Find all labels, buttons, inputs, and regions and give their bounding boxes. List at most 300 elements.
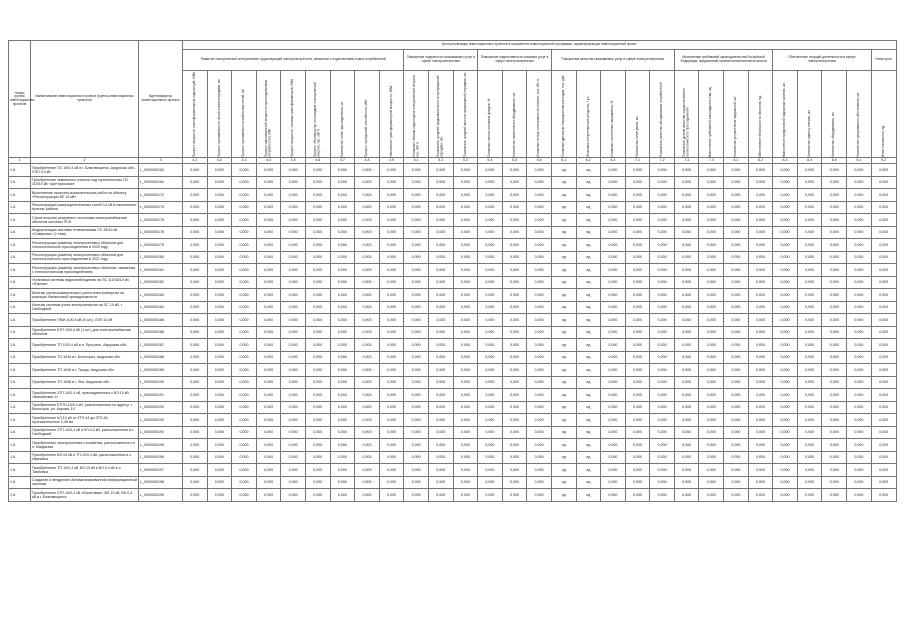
value-cell: 0,000 bbox=[625, 489, 650, 502]
value-cell: 0,000 bbox=[527, 414, 552, 427]
value-cell: нд bbox=[551, 489, 576, 502]
value-cell: 0,000 bbox=[601, 401, 626, 414]
value-cell: 0,000 bbox=[724, 439, 749, 452]
value-cell: 0,000 bbox=[674, 251, 699, 264]
value-cell: 0,000 bbox=[355, 351, 380, 364]
table-row bbox=[9, 339, 897, 352]
value-cell: 0,000 bbox=[773, 251, 798, 264]
value-cell: 0,000 bbox=[871, 426, 896, 439]
value-cell: 0,000 bbox=[355, 426, 380, 439]
value-cell: 0,000 bbox=[847, 251, 872, 264]
value-cell: 0,000 bbox=[625, 301, 650, 314]
value-cell: 0,000 bbox=[502, 451, 527, 464]
value-cell: 0,000 bbox=[773, 489, 798, 502]
indicator-label: Прирост максимальной мощности присоединяемых потребителей, МВт bbox=[263, 80, 272, 157]
value-cell: 0,000 bbox=[601, 426, 626, 439]
value-cell: 0,000 bbox=[232, 426, 257, 439]
value-cell: 0,000 bbox=[478, 276, 503, 289]
value-cell: 0,000 bbox=[748, 264, 773, 277]
value-cell: 0,000 bbox=[847, 289, 872, 302]
table-row bbox=[9, 239, 897, 252]
indicator-label: Снижение износа основных фондов, % bbox=[487, 98, 492, 157]
value-cell: 0,000 bbox=[871, 451, 896, 464]
value-cell: 0,000 bbox=[355, 226, 380, 239]
value-cell: 0,000 bbox=[625, 476, 650, 489]
value-cell: 0,000 bbox=[601, 489, 626, 502]
value-cell: 0,000 bbox=[773, 401, 798, 414]
value-cell: 0,000 bbox=[601, 451, 626, 464]
group-number-cell: 1.6. bbox=[9, 276, 31, 289]
value-cell: 0,000 bbox=[404, 251, 429, 264]
value-cell: 0,000 bbox=[404, 214, 429, 227]
column-index: 8.4 bbox=[797, 158, 822, 164]
value-cell: 0,000 bbox=[207, 339, 232, 352]
value-cell: 0,000 bbox=[207, 239, 232, 252]
value-cell: 0,000 bbox=[871, 164, 896, 177]
indicator-header bbox=[355, 71, 380, 158]
value-cell: 0,000 bbox=[256, 289, 281, 302]
column-index: 8.5 bbox=[822, 158, 847, 164]
investment-program-sheet bbox=[8, 40, 896, 502]
project-code-cell: L_0000000191 bbox=[139, 389, 183, 402]
value-cell: 0,000 bbox=[724, 414, 749, 427]
value-cell: 0,000 bbox=[281, 164, 306, 177]
value-cell: нд bbox=[551, 301, 576, 314]
value-cell: нд bbox=[576, 314, 601, 327]
value-cell: 0,000 bbox=[625, 276, 650, 289]
value-cell: 0,000 bbox=[428, 326, 453, 339]
group-activity-header: Обеспечение текущей деятельности в сфере электроэнергетики bbox=[773, 50, 871, 71]
value-cell: 0,000 bbox=[355, 326, 380, 339]
value-cell: 0,000 bbox=[625, 264, 650, 277]
value-cell: нд bbox=[551, 401, 576, 414]
value-cell: 0,000 bbox=[281, 426, 306, 439]
value-cell: 0,000 bbox=[183, 451, 208, 464]
value-cell: нд bbox=[551, 226, 576, 239]
value-cell: 0,000 bbox=[428, 314, 453, 327]
value-cell: 0,000 bbox=[453, 239, 478, 252]
value-cell: 0,000 bbox=[502, 164, 527, 177]
value-cell: 0,000 bbox=[847, 389, 872, 402]
value-cell: 0,000 bbox=[527, 451, 552, 464]
value-cell: 0,000 bbox=[232, 289, 257, 302]
value-cell: 0,000 bbox=[404, 301, 429, 314]
value-cell: 0,000 bbox=[699, 414, 724, 427]
indicator-label: Снижение потерь электрической энергии, тыс. кВт·ч bbox=[536, 79, 541, 157]
value-cell: 0,000 bbox=[650, 351, 675, 364]
value-cell: 0,000 bbox=[330, 476, 355, 489]
value-cell: 0,000 bbox=[724, 251, 749, 264]
value-cell: 0,000 bbox=[232, 364, 257, 377]
value-cell: 0,000 bbox=[797, 489, 822, 502]
value-cell: 0,000 bbox=[674, 264, 699, 277]
value-cell: 0,000 bbox=[183, 301, 208, 314]
value-cell: 0,000 bbox=[478, 401, 503, 414]
value-cell: 0,000 bbox=[256, 301, 281, 314]
value-cell: 0,000 bbox=[305, 226, 330, 239]
project-code-cell: L_0000000175 bbox=[139, 201, 183, 214]
project-name-cell: Приобретение электросетевого хозяйства, расположенного в п. Магдагачи bbox=[31, 439, 139, 452]
value-cell: 0,000 bbox=[724, 451, 749, 464]
value-cell: 0,000 bbox=[674, 164, 699, 177]
value-cell: нд bbox=[576, 364, 601, 377]
value-cell: 0,000 bbox=[650, 214, 675, 227]
value-cell: 0,000 bbox=[428, 414, 453, 427]
value-cell: 0,000 bbox=[207, 464, 232, 477]
table-row bbox=[9, 201, 897, 214]
group-number-cell: 1.6. bbox=[9, 401, 31, 414]
value-cell: нд bbox=[576, 276, 601, 289]
value-cell: 0,000 bbox=[305, 301, 330, 314]
value-cell: 0,000 bbox=[871, 239, 896, 252]
value-cell: 0,000 bbox=[428, 289, 453, 302]
value-cell: 0,000 bbox=[305, 239, 330, 252]
value-cell: нд bbox=[576, 389, 601, 402]
value-cell: 0,000 bbox=[822, 464, 847, 477]
group-number-cell: 1.6. bbox=[9, 364, 31, 377]
value-cell: 0,000 bbox=[379, 176, 404, 189]
value-cell: 0,000 bbox=[502, 176, 527, 189]
value-cell: 0,000 bbox=[404, 351, 429, 364]
value-cell: 0,000 bbox=[379, 226, 404, 239]
value-cell: 0,000 bbox=[699, 339, 724, 352]
value-cell: 0,000 bbox=[232, 401, 257, 414]
project-name-cell: Приобретение ТП-10/0,4 кВ, ВЛ-10 кВ и ВЛ-0,4 кВ в с. Тамбовка bbox=[31, 464, 139, 477]
value-cell: 0,000 bbox=[748, 164, 773, 177]
value-cell: 0,000 bbox=[379, 239, 404, 252]
value-cell: 0,000 bbox=[822, 451, 847, 464]
project-name-cell: Приобретение ТП 10/0,4 кВ в п. Прогресс, Амурская обл. bbox=[31, 339, 139, 352]
value-cell: 0,000 bbox=[232, 451, 257, 464]
value-cell: 0,000 bbox=[232, 301, 257, 314]
project-name-cell: Приобретение ТП-1044 в г. Белогорск, Амурская обл. bbox=[31, 351, 139, 364]
column-index: 2 bbox=[31, 158, 139, 164]
project-name-cell: Приобретение земельного участка под строительство ПС 110/10 кВ «Центральная» bbox=[31, 176, 139, 189]
indicator-label: Количество оборудования, шт. bbox=[831, 111, 836, 157]
value-cell: 0,000 bbox=[527, 251, 552, 264]
value-cell: нд bbox=[576, 239, 601, 252]
value-cell: 0,000 bbox=[330, 489, 355, 502]
project-name-cell: Реконструкция (замена) электросетевых объектов для технологического присоединения в 2021 году bbox=[31, 251, 139, 264]
value-cell: 0,000 bbox=[699, 451, 724, 464]
value-cell: 0,000 bbox=[355, 264, 380, 277]
value-cell: 0,000 bbox=[453, 301, 478, 314]
value-cell: 0,000 bbox=[330, 276, 355, 289]
value-cell: 0,000 bbox=[699, 239, 724, 252]
value-cell: 0,000 bbox=[305, 401, 330, 414]
value-cell: 0,000 bbox=[232, 489, 257, 502]
value-cell: 0,000 bbox=[404, 364, 429, 377]
value-cell: 0,000 bbox=[797, 339, 822, 352]
value-cell: 0,000 bbox=[724, 339, 749, 352]
value-cell: 0,000 bbox=[207, 489, 232, 502]
value-cell: 0,000 bbox=[724, 489, 749, 502]
group-number-cell: 1.6. bbox=[9, 326, 31, 339]
indicator-header bbox=[871, 71, 896, 158]
value-cell: нд bbox=[576, 376, 601, 389]
value-cell: 0,000 bbox=[822, 301, 847, 314]
value-cell: 0,000 bbox=[305, 489, 330, 502]
value-cell: 0,000 bbox=[797, 176, 822, 189]
value-cell: 0,000 bbox=[773, 226, 798, 239]
value-cell: нд bbox=[551, 189, 576, 202]
indicator-header bbox=[453, 71, 478, 158]
value-cell: 0,000 bbox=[207, 289, 232, 302]
value-cell: 0,000 bbox=[453, 376, 478, 389]
column-index: 8.3 bbox=[773, 158, 798, 164]
value-cell: 0,000 bbox=[699, 439, 724, 452]
value-cell: 0,000 bbox=[797, 214, 822, 227]
col-group-header: Номер группы инвестиционных проектов bbox=[9, 41, 31, 158]
value-cell: 0,000 bbox=[748, 276, 773, 289]
value-cell: 0,000 bbox=[699, 326, 724, 339]
value-cell: 0,000 bbox=[281, 376, 306, 389]
value-cell: 0,000 bbox=[232, 326, 257, 339]
value-cell: 0,000 bbox=[232, 376, 257, 389]
value-cell: 0,000 bbox=[527, 351, 552, 364]
table-row bbox=[9, 351, 897, 364]
value-cell: 0,000 bbox=[601, 214, 626, 227]
column-index: 6.3 bbox=[601, 158, 626, 164]
value-cell: 0,000 bbox=[748, 401, 773, 414]
table-row bbox=[9, 264, 897, 277]
value-cell: 0,000 bbox=[256, 314, 281, 327]
value-cell: 0,000 bbox=[724, 264, 749, 277]
value-cell: 0,000 bbox=[822, 351, 847, 364]
value-cell: 0,000 bbox=[428, 176, 453, 189]
value-cell: 0,000 bbox=[871, 489, 896, 502]
project-name-cell: Реконструкция распределительных сетей 0,4 кВ в населенных пунктах района bbox=[31, 201, 139, 214]
value-cell: 0,000 bbox=[527, 376, 552, 389]
value-cell: 0,000 bbox=[183, 326, 208, 339]
value-cell: нд bbox=[576, 251, 601, 264]
value-cell: нд bbox=[551, 176, 576, 189]
value-cell: 0,000 bbox=[330, 326, 355, 339]
value-cell: 0,000 bbox=[724, 276, 749, 289]
value-cell: 0,000 bbox=[330, 389, 355, 402]
project-name-cell: Приобретение КТП 10/0,4 кВ (1 шт.) для электроснабжения объектов bbox=[31, 326, 139, 339]
value-cell: 0,000 bbox=[527, 264, 552, 277]
investment-goals-table bbox=[8, 40, 897, 502]
value-cell: 0,000 bbox=[183, 489, 208, 502]
value-cell: 0,000 bbox=[847, 489, 872, 502]
value-cell: 0,000 bbox=[748, 451, 773, 464]
value-cell: 0,000 bbox=[797, 301, 822, 314]
value-cell: 0,000 bbox=[183, 276, 208, 289]
value-cell: 0,000 bbox=[453, 276, 478, 289]
value-cell: 0,000 bbox=[404, 276, 429, 289]
value-cell: 0,000 bbox=[822, 476, 847, 489]
value-cell: 0,000 bbox=[478, 326, 503, 339]
value-cell: 0,000 bbox=[478, 251, 503, 264]
value-cell: 0,000 bbox=[871, 439, 896, 452]
value-cell: нд bbox=[576, 464, 601, 477]
project-name-cell: Строительство резервного источника электроснабжения объектов системы ПСН bbox=[31, 214, 139, 227]
value-cell: 0,000 bbox=[404, 476, 429, 489]
value-cell: нд bbox=[551, 439, 576, 452]
value-cell: 0,000 bbox=[847, 239, 872, 252]
value-cell: 0,000 bbox=[871, 389, 896, 402]
value-cell: 0,000 bbox=[527, 189, 552, 202]
value-cell: 0,000 bbox=[232, 351, 257, 364]
value-cell: 0,000 bbox=[502, 389, 527, 402]
value-cell: 0,000 bbox=[650, 226, 675, 239]
indicator-label: Снижение объема недоотпуска электрической энергии, тыс. кВт·ч bbox=[411, 74, 420, 157]
value-cell: 0,000 bbox=[871, 214, 896, 227]
value-cell: 0,000 bbox=[281, 351, 306, 364]
value-cell: 0,000 bbox=[797, 376, 822, 389]
value-cell: 0,000 bbox=[674, 289, 699, 302]
value-cell: 0,000 bbox=[281, 314, 306, 327]
value-cell: 0,000 bbox=[502, 214, 527, 227]
value-cell: 0,000 bbox=[281, 239, 306, 252]
value-cell: 0,000 bbox=[281, 464, 306, 477]
value-cell: 0,000 bbox=[207, 226, 232, 239]
value-cell: нд bbox=[551, 339, 576, 352]
value-cell: 0,000 bbox=[281, 414, 306, 427]
value-cell: 0,000 bbox=[650, 164, 675, 177]
table-row bbox=[9, 376, 897, 389]
value-cell: 0,000 bbox=[502, 201, 527, 214]
value-cell: 0,000 bbox=[404, 339, 429, 352]
value-cell: 0,000 bbox=[502, 326, 527, 339]
value-cell: 0,000 bbox=[355, 239, 380, 252]
value-cell: 0,000 bbox=[232, 414, 257, 427]
indicator-header bbox=[674, 71, 699, 158]
group-number-cell: 1.6. bbox=[9, 201, 31, 214]
value-cell: 0,000 bbox=[822, 164, 847, 177]
value-cell: 0,000 bbox=[650, 414, 675, 427]
value-cell: 0,000 bbox=[428, 164, 453, 177]
value-cell: 0,000 bbox=[650, 376, 675, 389]
value-cell: 0,000 bbox=[625, 351, 650, 364]
value-cell: нд bbox=[576, 214, 601, 227]
value-cell: 0,000 bbox=[601, 239, 626, 252]
value-cell: 0,000 bbox=[305, 364, 330, 377]
project-code-cell: L_0000000199 bbox=[139, 489, 183, 502]
project-name-cell: Модернизация системы телемеханики ПС 35/10 кВ «Северная» (2 этап) bbox=[31, 226, 139, 239]
value-cell: 0,000 bbox=[797, 476, 822, 489]
value-cell: 0,000 bbox=[502, 414, 527, 427]
table-row bbox=[9, 401, 897, 414]
value-cell: 0,000 bbox=[625, 376, 650, 389]
value-cell: 0,000 bbox=[232, 264, 257, 277]
value-cell: 0,000 bbox=[207, 389, 232, 402]
value-cell: 0,000 bbox=[453, 326, 478, 339]
value-cell: 0,000 bbox=[847, 326, 872, 339]
value-cell: 0,000 bbox=[822, 376, 847, 389]
value-cell: 0,000 bbox=[281, 339, 306, 352]
value-cell: 0,000 bbox=[650, 464, 675, 477]
value-cell: 0,000 bbox=[871, 414, 896, 427]
value-cell: 0,000 bbox=[822, 264, 847, 277]
group-reliability-header: Повышение надежности оказываемых услуг в сфере электроэнергетики bbox=[404, 50, 478, 71]
value-cell: 0,000 bbox=[502, 401, 527, 414]
value-cell: 0,000 bbox=[453, 451, 478, 464]
value-cell: нд bbox=[551, 426, 576, 439]
value-cell: 0,000 bbox=[305, 289, 330, 302]
group-number-cell: 1.6. bbox=[9, 351, 31, 364]
value-cell: 0,000 bbox=[797, 389, 822, 402]
value-cell: 0,000 bbox=[379, 401, 404, 414]
value-cell: 0,000 bbox=[748, 489, 773, 502]
value-cell: 0,000 bbox=[281, 251, 306, 264]
value-cell: 0,000 bbox=[724, 364, 749, 377]
value-cell: 0,000 bbox=[773, 176, 798, 189]
project-code-cell: L_0000000193 bbox=[139, 414, 183, 427]
value-cell: 0,000 bbox=[502, 351, 527, 364]
indicator-header bbox=[576, 71, 601, 158]
value-cell: 0,000 bbox=[478, 189, 503, 202]
value-cell: 0,000 bbox=[355, 414, 380, 427]
value-cell: 0,000 bbox=[428, 239, 453, 252]
value-cell: 0,000 bbox=[699, 276, 724, 289]
value-cell: 0,000 bbox=[625, 464, 650, 477]
value-cell: 0,000 bbox=[674, 314, 699, 327]
value-cell: 0,000 bbox=[183, 176, 208, 189]
indicator-header bbox=[847, 71, 872, 158]
indicator-header bbox=[379, 71, 404, 158]
value-cell: 0,000 bbox=[748, 189, 773, 202]
value-cell: 0,000 bbox=[404, 401, 429, 414]
project-name-cell: Реконструкция (замена) электросетевых объектов, связанная с технологическим присоединением bbox=[31, 264, 139, 277]
value-cell: 0,000 bbox=[281, 326, 306, 339]
value-cell: 0,000 bbox=[650, 451, 675, 464]
value-cell: 0,000 bbox=[527, 314, 552, 327]
table-row bbox=[9, 189, 897, 202]
value-cell: 0,000 bbox=[773, 276, 798, 289]
value-cell: 0,000 bbox=[404, 226, 429, 239]
value-cell: 0,000 bbox=[183, 476, 208, 489]
value-cell: 0,000 bbox=[404, 439, 429, 452]
project-name-cell: Создание и внедрение Автоматизированной информационной системы bbox=[31, 476, 139, 489]
value-cell: 0,000 bbox=[674, 276, 699, 289]
value-cell: 0,000 bbox=[773, 364, 798, 377]
value-cell: 0,000 bbox=[699, 226, 724, 239]
column-index: 5.6 bbox=[527, 158, 552, 164]
value-cell: 0,000 bbox=[847, 451, 872, 464]
value-cell: 0,000 bbox=[330, 464, 355, 477]
value-cell: 0,000 bbox=[404, 451, 429, 464]
indicator-header bbox=[699, 71, 724, 158]
value-cell: 0,000 bbox=[699, 401, 724, 414]
indicator-header bbox=[232, 71, 257, 158]
value-cell: 0,000 bbox=[797, 314, 822, 327]
value-cell: 0,000 bbox=[797, 414, 822, 427]
indicator-header bbox=[330, 71, 355, 158]
value-cell: 0,000 bbox=[330, 314, 355, 327]
value-cell: 0,000 bbox=[207, 164, 232, 177]
value-cell: 0,000 bbox=[256, 464, 281, 477]
value-cell: 0,000 bbox=[281, 364, 306, 377]
indicator-label: Экономия энергетических ресурсов, т у.т. bbox=[585, 95, 590, 157]
value-cell: 0,000 bbox=[699, 264, 724, 277]
value-cell: 0,000 bbox=[281, 451, 306, 464]
value-cell: 0,000 bbox=[822, 489, 847, 502]
value-cell: 0,000 bbox=[355, 364, 380, 377]
value-cell: 0,000 bbox=[256, 189, 281, 202]
value-cell: 0,000 bbox=[527, 476, 552, 489]
value-cell: 0,000 bbox=[428, 264, 453, 277]
value-cell: 0,000 bbox=[256, 439, 281, 452]
value-cell: 0,000 bbox=[478, 239, 503, 252]
column-index: 7.1 bbox=[625, 158, 650, 164]
value-cell: 0,000 bbox=[847, 464, 872, 477]
value-cell: нд bbox=[551, 264, 576, 277]
project-code-cell: L_0000000190 bbox=[139, 376, 183, 389]
value-cell: 0,000 bbox=[404, 201, 429, 214]
group-quality-header: Повышение качества оказываемых услуг в сфере электроэнергетики bbox=[551, 50, 674, 71]
